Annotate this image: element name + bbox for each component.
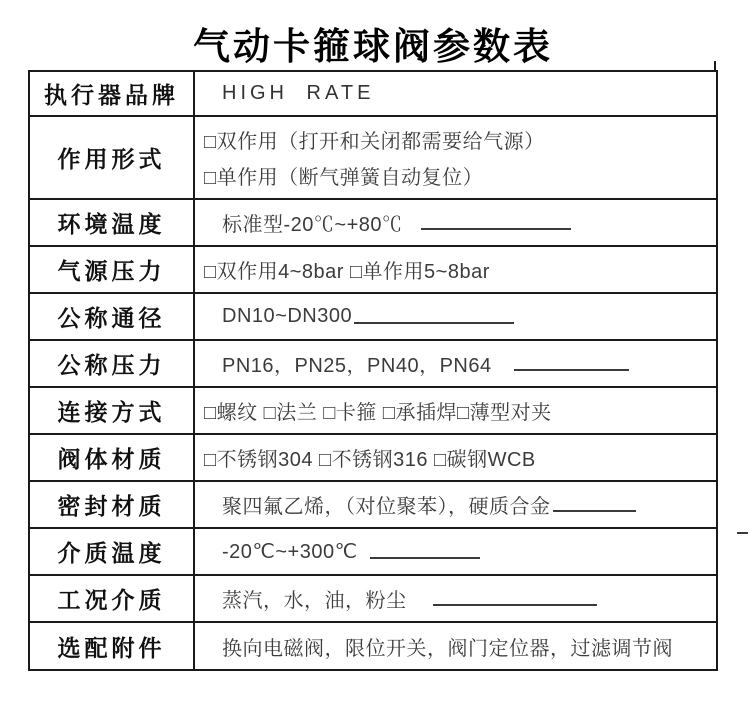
row-label: 气源压力 [30, 247, 195, 292]
checkbox-option-line: □单作用（断气弹簧自动复位） [204, 167, 484, 190]
row-ambient-temperature [30, 198, 716, 245]
value-text: 蒸汽，水，油，粉尘 [222, 590, 407, 612]
value-text: PN16，PN25，PN40，PN64 [222, 355, 492, 377]
row-label: 选配附件 [30, 623, 195, 669]
row-connection-type [30, 386, 716, 433]
row-label: 密封材质 [30, 482, 195, 527]
fill-blank-line [370, 545, 480, 559]
row-value [195, 388, 716, 433]
row-value [195, 482, 716, 527]
border-overshoot-tick [714, 61, 716, 71]
stray-dash-mark [737, 532, 748, 534]
row-label: 连接方式 [30, 388, 195, 433]
row-medium-temperature [30, 527, 716, 574]
fill-blank-line [553, 498, 636, 512]
row-label: 环境温度 [30, 200, 195, 245]
row-value [195, 576, 716, 621]
checkbox-option-line: □螺纹 □法兰 □卡箍 □承插焊□薄型对夹 [204, 402, 552, 424]
value-text: DN10~DN300 [222, 305, 353, 327]
fill-blank-line [433, 592, 597, 606]
row-label: 作用形式 [30, 117, 195, 198]
row-value [195, 247, 716, 292]
row-value [195, 294, 716, 339]
row-air-supply-pressure [30, 245, 716, 292]
row-nominal-pressure [30, 339, 716, 386]
row-action-type [30, 115, 716, 198]
fill-blank-line [514, 357, 629, 371]
row-label: 介质温度 [30, 529, 195, 574]
row-value [195, 117, 716, 198]
row-valve-body-material [30, 433, 716, 480]
row-value [195, 341, 716, 386]
row-value [195, 200, 716, 245]
row-label: 执行器品牌 [30, 72, 195, 115]
fill-blank-line [421, 216, 571, 230]
row-label: 工况介质 [30, 576, 195, 621]
row-working-medium [30, 574, 716, 621]
value-text: -20℃~+300℃ [222, 541, 358, 563]
row-value [195, 623, 716, 669]
row-label: 公称压力 [30, 341, 195, 386]
row-label: 公称通径 [30, 294, 195, 339]
row-actuator-brand [30, 72, 716, 115]
value-text: 聚四氟乙烯，（对位聚苯），硬质合金 [222, 496, 551, 518]
row-optional-accessories [30, 621, 716, 669]
fill-blank-line [354, 310, 514, 324]
value-text: 换向电磁阀，限位开关，阀门定位器，过滤调节阀 [222, 637, 673, 660]
row-value [195, 72, 716, 115]
value-text: 标准型-20℃~+80℃ [222, 214, 403, 236]
row-value [195, 435, 716, 480]
row-nominal-diameter [30, 292, 716, 339]
checkbox-option-line: □不锈钢304 □不锈钢316 □碳钢WCB [204, 449, 536, 471]
value-text: HIGH RATE [222, 82, 375, 104]
row-seal-material [30, 480, 716, 527]
parameter-table [28, 70, 718, 671]
page-title: 气动卡箍球阀参数表 [193, 26, 553, 67]
checkbox-option-line: □双作用（打开和关闭都需要给气源） [204, 130, 545, 153]
row-label: 阀体材质 [30, 435, 195, 480]
checkbox-option-line: □双作用4~8bar □单作用5~8bar [204, 261, 490, 283]
row-value [195, 529, 716, 574]
